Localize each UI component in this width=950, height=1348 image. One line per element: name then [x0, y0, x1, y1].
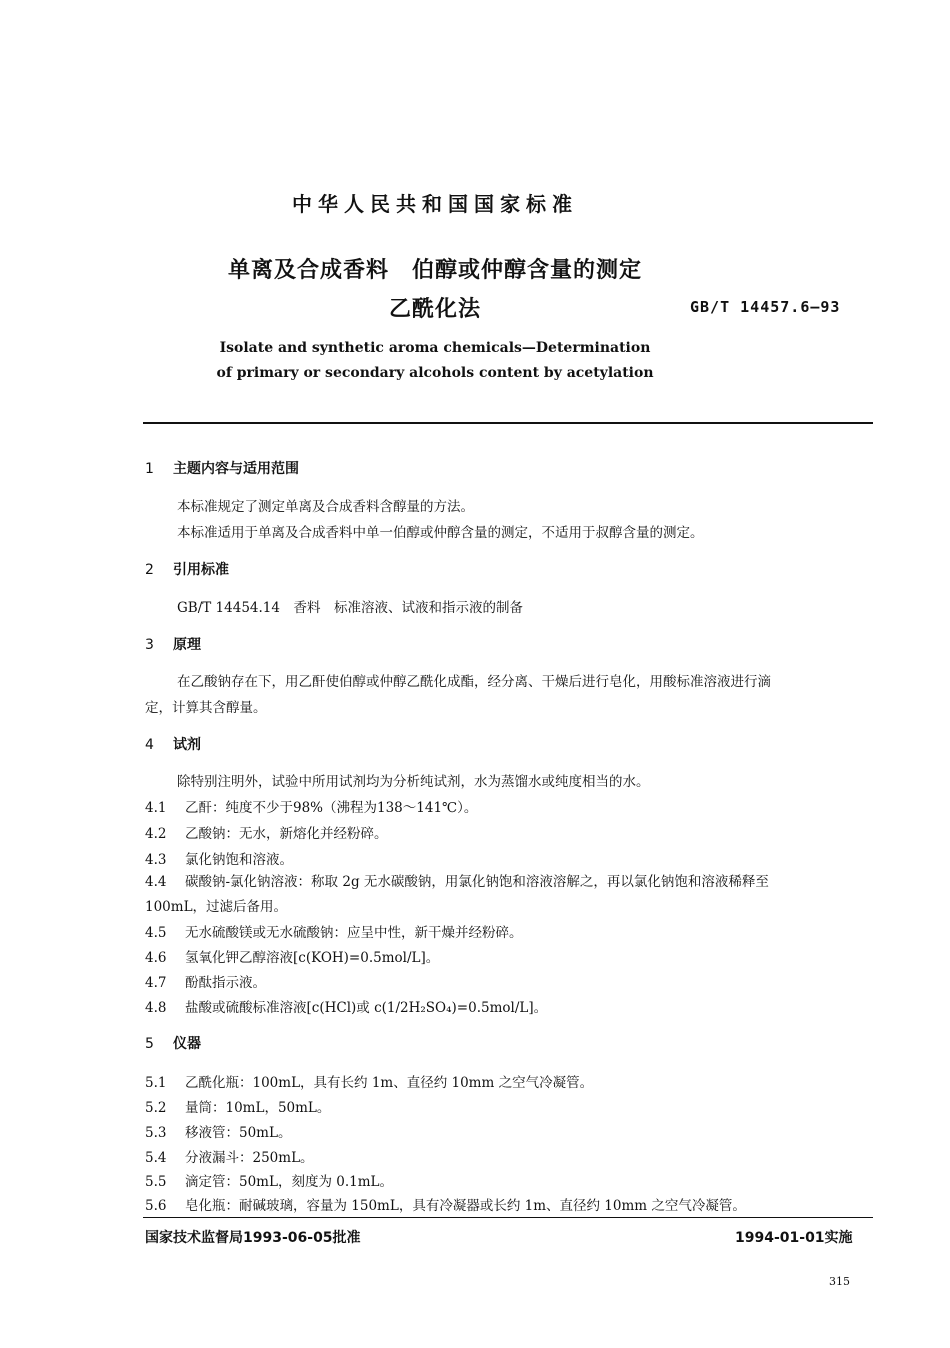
- item-text: 氯化钠饱和溶液。: [185, 852, 293, 868]
- item-text: 酚酞指示液。: [185, 975, 266, 991]
- item-text: 量筒：10mL，50mL。: [185, 1100, 331, 1116]
- item-text: 滴定管：50mL，刻度为 0.1mL。: [185, 1174, 393, 1190]
- section-number: 2: [145, 562, 154, 578]
- document-title-line2: 乙酰化法: [388, 297, 481, 322]
- apparatus-item: [145, 1121, 291, 1141]
- item-text: 乙酐：纯度不少于98%（沸程为138～141℃）。: [185, 800, 478, 816]
- paragraph: 本标准规定了测定单离及合成香料含醇量的方法。: [177, 499, 474, 515]
- apparatus-item: [145, 1146, 314, 1166]
- section-number: 5: [145, 1036, 154, 1052]
- item-text: 碳酸钠-氯化钠溶液：称取 2g 无水碳酸钠，用氯化钠饱和溶液溶解之，再以氯化钠饱和溶液稀释至: [185, 874, 769, 890]
- section-title: 主题内容与适用范围: [173, 461, 299, 477]
- section-title: 原理: [173, 637, 201, 653]
- item-number: 5.2: [145, 1100, 167, 1116]
- item-text: 皂化瓶：耐碱玻璃，容量为 150mL，具有冷凝器或长约 1m、直径约 10mm 之空气冷凝管。: [185, 1198, 746, 1214]
- reagent-item: [145, 796, 477, 816]
- section-heading-4: [145, 734, 201, 754]
- document-title-line1: 单离及合成香料 伯醇或仲醇含量的测定: [227, 258, 642, 283]
- item-text-continuation: 100mL，过滤后备用。: [145, 899, 288, 915]
- item-text: 氢氧化钾乙醇溶液[c(KOH)=0.5mol/L]。: [185, 950, 440, 966]
- paragraph: 本标准适用于单离及合成香料中单一伯醇或仲醇含量的测定，不适用于叔醇含量的测定。: [177, 525, 704, 541]
- paragraph: 除特别注明外，试验中所用试剂均为分析纯试剂，水为蒸馏水或纯度相当的水。: [177, 774, 650, 790]
- item-number: 4.3: [145, 852, 167, 868]
- section-heading-1: [145, 458, 299, 478]
- national-standard-heading: 中华人民共和国国家标准: [292, 192, 578, 216]
- item-text: 无水硫酸镁或无水硫酸钠：应呈中性，新干燥并经粉碎。: [185, 925, 523, 941]
- referenced-standard: GB/T 14454.14 香料 标准溶液、试液和指示液的制备: [177, 600, 523, 616]
- reagent-item: [145, 971, 266, 991]
- approval-date: 国家技术监督局1993-06-05批准: [145, 1230, 361, 1246]
- section-number: 4: [145, 737, 154, 753]
- item-text: 移液管：50mL。: [185, 1125, 292, 1141]
- section-heading-5: [145, 1033, 201, 1053]
- reagent-item: [145, 870, 769, 890]
- item-text: 盐酸或硫酸标准溶液[c(HCl)或 c(1/2H₂SO₄)=0.5mol/L]。: [185, 1000, 548, 1016]
- effective-date: 1994-01-01实施: [735, 1230, 853, 1246]
- apparatus-item: [145, 1170, 393, 1190]
- section-title: 引用标准: [173, 562, 229, 578]
- item-text: 乙酸钠：无水，新熔化并经粉碎。: [185, 826, 388, 842]
- reagent-item: [145, 848, 293, 868]
- section-title: 试剂: [173, 737, 201, 753]
- apparatus-item: [145, 1194, 746, 1214]
- reagent-item: [145, 822, 388, 842]
- item-number: 5.6: [145, 1198, 167, 1214]
- section-title: 仪器: [173, 1036, 201, 1052]
- page-number: 315: [829, 1275, 850, 1288]
- item-text: 分液漏斗：250mL。: [185, 1150, 314, 1166]
- apparatus-item: [145, 1096, 330, 1116]
- standard-code: GB/T 14457.6—93: [690, 298, 841, 316]
- header-divider: [143, 422, 873, 424]
- footer-divider: [143, 1217, 873, 1218]
- item-number: 5.1: [145, 1075, 167, 1091]
- item-number: 4.6: [145, 950, 167, 966]
- reagent-item: [145, 921, 523, 941]
- item-number: 4.1: [145, 800, 167, 816]
- item-number: 4.8: [145, 1000, 167, 1016]
- item-number: 4.5: [145, 925, 167, 941]
- item-number: 4.2: [145, 826, 167, 842]
- item-number: 5.5: [145, 1174, 167, 1190]
- item-number: 5.3: [145, 1125, 167, 1141]
- reagent-item: [145, 946, 439, 966]
- item-number: 4.4: [145, 874, 167, 890]
- paragraph: 在乙酸钠存在下，用乙酐使伯醇或仲醇乙酰化成酯，经分离、干燥后进行皂化，用酸标准溶液进行滴: [177, 674, 771, 690]
- english-title-line2: of primary or secondary alcohols content by acetylation: [216, 365, 654, 381]
- section-heading-2: [145, 559, 229, 579]
- paragraph-continuation: 定，计算其含醇量。: [145, 700, 267, 716]
- section-number: 1: [145, 461, 154, 477]
- item-number: 5.4: [145, 1150, 167, 1166]
- english-title-line1: Isolate and synthetic aroma chemicals—Determination: [219, 340, 651, 356]
- item-number: 4.7: [145, 975, 167, 991]
- item-text: 乙酰化瓶：100mL，具有长约 1m、直径约 10mm 之空气冷凝管。: [185, 1075, 594, 1091]
- apparatus-item: [145, 1071, 593, 1091]
- section-number: 3: [145, 637, 154, 653]
- section-heading-3: [145, 634, 201, 654]
- reagent-item: [145, 996, 547, 1016]
